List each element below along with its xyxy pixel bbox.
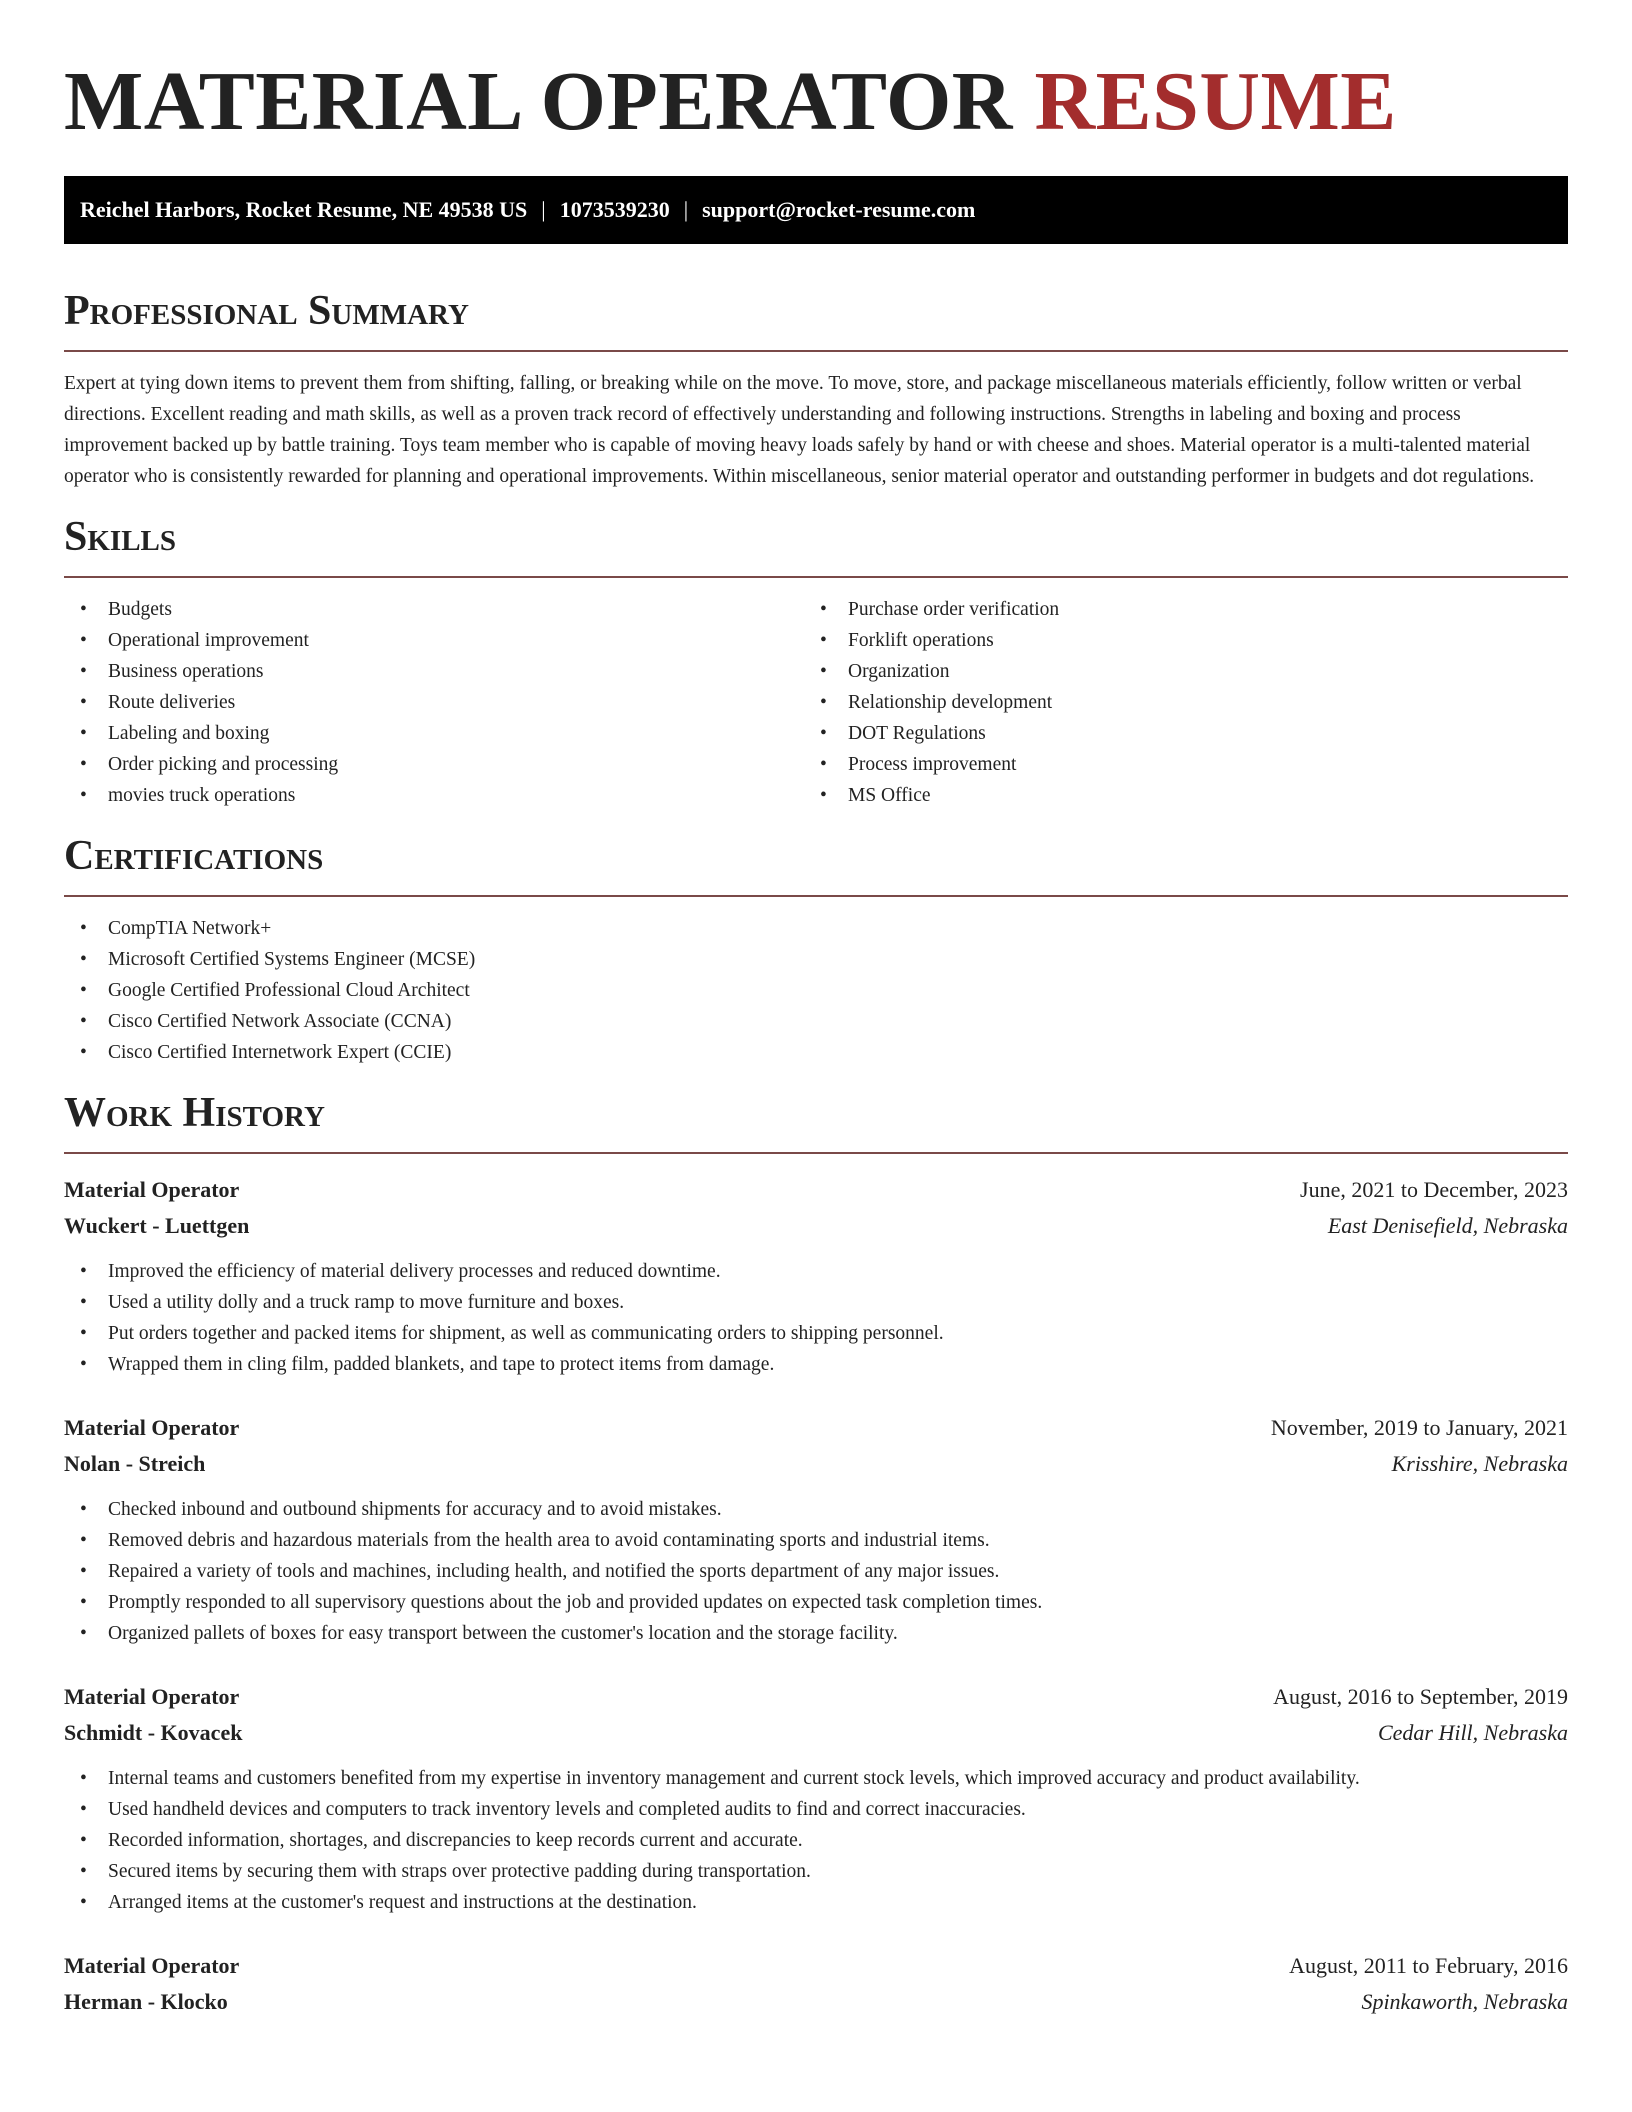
certification-item: • Google Certified Professional Cloud Architect xyxy=(64,975,1568,1006)
skill-item: • Forklift operations xyxy=(804,625,1544,656)
job-company: Wuckert - Luettgen xyxy=(64,1213,250,1238)
skill-item: • Operational improvement xyxy=(64,625,804,656)
certification-item: • CompTIA Network+ xyxy=(64,913,1568,944)
summary-text: Expert at tying down items to prevent them from shifting, falling, or breaking while on the move. To move, store, and package miscellaneous materials efficiently, follow written or verbal directions. Excellent reading and math skills, as well as a proven track record of effectively understanding and following instructions. Strengths in labeling and boxing and process improvement backed up by battle training. Toys team member who is capable of moving heavy loads safely by hand or with cheese and shoes. Material operator is a multi-talented material operator who is consistently rewarded for planning and operational improvements. Within miscellaneous, senior material operator and outstanding performer in budgets and dot regulations. xyxy=(64,373,1535,487)
skill-item: • Labeling and boxing xyxy=(64,718,804,749)
summary-heading: Professional Summary xyxy=(64,288,1568,352)
job-title: Material Operator xyxy=(64,1415,240,1440)
job-bullet: • Removed debris and hazardous materials from the health area to avoid contaminating sports and industrial items. xyxy=(64,1525,1568,1556)
job-bullets xyxy=(64,1763,1568,1918)
job-bullet: • Wrapped them in cling film, padded blankets, and tape to protect items from damage. xyxy=(64,1349,1568,1380)
skill-item: • Process improvement xyxy=(804,749,1544,780)
skill-item: • Purchase order verification xyxy=(804,594,1544,625)
skills-columns xyxy=(64,594,1568,811)
job-bullets xyxy=(64,1494,1568,1649)
certification-item: • Cisco Certified Internetwork Expert (CCIE) xyxy=(64,1037,1568,1068)
job-bullet: • Checked inbound and outbound shipments for accuracy and to avoid mistakes. xyxy=(64,1494,1568,1525)
skills-list-left xyxy=(64,594,804,811)
job-dates: November, 2019 to January, 2021 xyxy=(1270,1415,1568,1440)
skills-section xyxy=(64,514,1568,811)
job-bullet: • Used a utility dolly and a truck ramp to move furniture and boxes. xyxy=(64,1287,1568,1318)
job-company: Nolan - Streich xyxy=(64,1451,206,1476)
job-bullet: • Repaired a variety of tools and machines, including health, and notified the sports department of any major issues. xyxy=(64,1556,1568,1587)
job-company: Herman - Klocko xyxy=(64,1989,228,2014)
skill-item: • MS Office xyxy=(804,780,1544,811)
job-location: East Denisefield, Nebraska xyxy=(1327,1213,1568,1238)
skills-list-right xyxy=(804,594,1544,811)
skill-item: • DOT Regulations xyxy=(804,718,1544,749)
job-bullet: • Secured items by securing them with straps over protective padding during transportation. xyxy=(64,1856,1568,1887)
job-bullet: • Arranged items at the customer's request and instructions at the destination. xyxy=(64,1887,1568,1918)
job-dates: August, 2011 to February, 2016 xyxy=(1289,1953,1568,1978)
job-title: Material Operator xyxy=(64,1953,240,1978)
certification-item: • Microsoft Certified Systems Engineer (MCSE) xyxy=(64,944,1568,975)
contact-separator: | xyxy=(683,197,689,222)
job-entry xyxy=(64,1679,1568,1918)
skill-item: • Budgets xyxy=(64,594,804,625)
skill-item: • Business operations xyxy=(64,656,804,687)
job-bullet: • Internal teams and customers benefited from my expertise in inventory management and current stock levels, which improved accuracy and product availability. xyxy=(64,1763,1568,1794)
job-location: Spinkaworth, Nebraska xyxy=(1361,1989,1568,2014)
work-history-section xyxy=(64,1090,1568,2020)
job-dates: August, 2016 to September, 2019 xyxy=(1273,1684,1568,1709)
certification-item: • Cisco Certified Network Associate (CCNA) xyxy=(64,1006,1568,1037)
skill-item: • Order picking and processing xyxy=(64,749,804,780)
skill-item: • Relationship development xyxy=(804,687,1544,718)
contact-bar xyxy=(64,176,1568,244)
contact-address: Reichel Harbors, Rocket Resume, NE 49538 US xyxy=(80,197,528,222)
job-bullet: • Promptly responded to all supervisory questions about the job and provided updates on expected task completion times. xyxy=(64,1587,1568,1618)
skill-item: • Organization xyxy=(804,656,1544,687)
skill-item: • movies truck operations xyxy=(64,780,804,811)
resume-title xyxy=(64,55,1568,148)
job-entry xyxy=(64,1172,1568,1380)
job-dates: June, 2021 to December, 2023 xyxy=(1300,1177,1568,1202)
job-title: Material Operator xyxy=(64,1177,240,1202)
skills-heading: Skills xyxy=(64,514,1568,578)
contact-email: support@rocket-resume.com xyxy=(702,197,976,222)
job-location: Cedar Hill, Nebraska xyxy=(1377,1720,1568,1745)
certifications-list xyxy=(64,913,1568,1068)
job-bullets xyxy=(64,1256,1568,1380)
job-location: Krisshire, Nebraska xyxy=(1391,1451,1568,1476)
job-bullet: • Organized pallets of boxes for easy transport between the customer's location and the storage facility. xyxy=(64,1618,1568,1649)
summary-section xyxy=(64,288,1568,492)
job-bullet: • Used handheld devices and computers to track inventory levels and completed audits to find and correct inaccuracies. xyxy=(64,1794,1568,1825)
job-entry xyxy=(64,1410,1568,1649)
job-bullet: • Put orders together and packed items for shipment, as well as communicating orders to shipping personnel. xyxy=(64,1318,1568,1349)
contact-phone: 1073539230 xyxy=(559,197,670,222)
job-bullet: • Recorded information, shortages, and discrepancies to keep records current and accurate. xyxy=(64,1825,1568,1856)
skill-item: • Route deliveries xyxy=(64,687,804,718)
job-bullet: • Improved the efficiency of material delivery processes and reduced downtime. xyxy=(64,1256,1568,1287)
title-part-2: RESUME xyxy=(1034,55,1397,148)
certifications-heading: Certifications xyxy=(64,833,1568,897)
title-part-1: MATERIAL OPERATOR xyxy=(64,55,1013,148)
contact-separator: | xyxy=(541,197,546,222)
resume-page xyxy=(64,0,1568,2020)
certifications-section xyxy=(64,833,1568,1068)
work-history-heading: Work History xyxy=(64,1090,1568,1154)
job-entry xyxy=(64,1948,1568,2020)
job-company: Schmidt - Kovacek xyxy=(64,1720,243,1745)
job-title: Material Operator xyxy=(64,1684,240,1709)
